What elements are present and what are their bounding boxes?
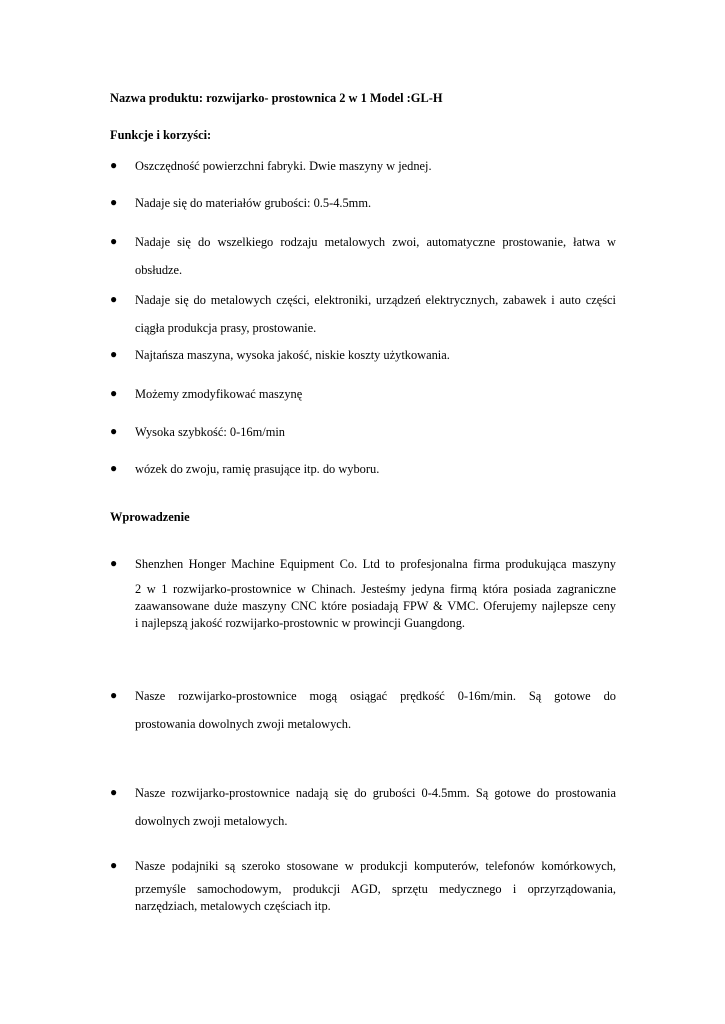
features-heading: Funkcje i korzyści: <box>110 128 212 142</box>
bullet-icon: ● <box>110 424 118 438</box>
list-item-text: zaawansowane duże maszyny CNC które posiadają FPW & VMC. Oferujemy najlepsze ceny <box>135 599 616 613</box>
bullet-icon: ● <box>110 688 118 702</box>
list-item-text: Nasze podajniki są szeroko stosowane w produkcji komputerów, telefonów komórkowych, <box>135 859 616 873</box>
bullet-icon: ● <box>110 386 118 400</box>
product-title: Nazwa produktu: rozwijarko- prostownica 2 w 1 Model :GL-H <box>110 91 443 105</box>
list-item-text: Najtańsza maszyna, wysoka jakość, niskie koszty użytkowania. <box>135 348 450 362</box>
list-item-text: ciągła produkcja prasy, prostowanie. <box>135 321 317 335</box>
list-item-text: dowolnych zwoji metalowych. <box>135 814 288 828</box>
list-item-text: 2 w 1 rozwijarko-prostownice w Chinach. Jesteśmy jedyna firmą która posiada zagraniczne <box>135 582 616 596</box>
list-item-text: prostowania dowolnych zwoji metalowych. <box>135 717 352 731</box>
list-item-text: i najlepszą jakość rozwijarko-prostownic w prowincji Guangdong. <box>135 616 465 630</box>
bullet-icon: ● <box>110 858 118 872</box>
list-item-text: wózek do zwoju, ramię prasujące itp. do wyboru. <box>135 462 380 476</box>
intro-heading: Wprowadzenie <box>110 510 190 524</box>
list-item-text: Wysoka szybkość: 0-16m/min <box>135 425 285 439</box>
bullet-icon: ● <box>110 785 118 799</box>
list-item-text: Nasze rozwijarko-prostownice mogą osiągać prędkość 0-16m/min. Są gotowe do <box>135 689 616 703</box>
list-item-text: narzędziach, metalowych częściach itp. <box>135 899 331 913</box>
list-item-text: Oszczędność powierzchni fabryki. Dwie maszyny w jednej. <box>135 159 432 173</box>
bullet-icon: ● <box>110 347 118 361</box>
list-item-text: Możemy zmodyfikować maszynę <box>135 387 303 401</box>
bullet-icon: ● <box>110 461 118 475</box>
bullet-icon: ● <box>110 158 118 172</box>
list-item-text: Nadaje się do materiałów grubości: 0.5-4.5mm. <box>135 196 372 210</box>
bullet-icon: ● <box>110 292 118 306</box>
list-item-text: obsłudze. <box>135 263 183 277</box>
list-item-text: przemyśle samochodowym, produkcji AGD, sprzętu medycznego i oprzyrządowania, <box>135 882 616 896</box>
list-item-text: Shenzhen Honger Machine Equipment Co. Ltd to profesjonalna firma produkująca maszyny <box>135 557 616 571</box>
bullet-icon: ● <box>110 556 118 570</box>
bullet-icon: ● <box>110 195 118 209</box>
bullet-icon: ● <box>110 234 118 248</box>
list-item-text: Nasze rozwijarko-prostownice nadają się do grubości 0-4.5mm. Są gotowe do prostowania <box>135 786 616 800</box>
list-item-text: Nadaje się do wszelkiego rodzaju metalowych zwoi, automatyczne prostowanie, łatwa w <box>135 235 616 249</box>
list-item-text: Nadaje się do metalowych części, elektroniki, urządzeń elektrycznych, zabawek i auto części <box>135 293 616 307</box>
